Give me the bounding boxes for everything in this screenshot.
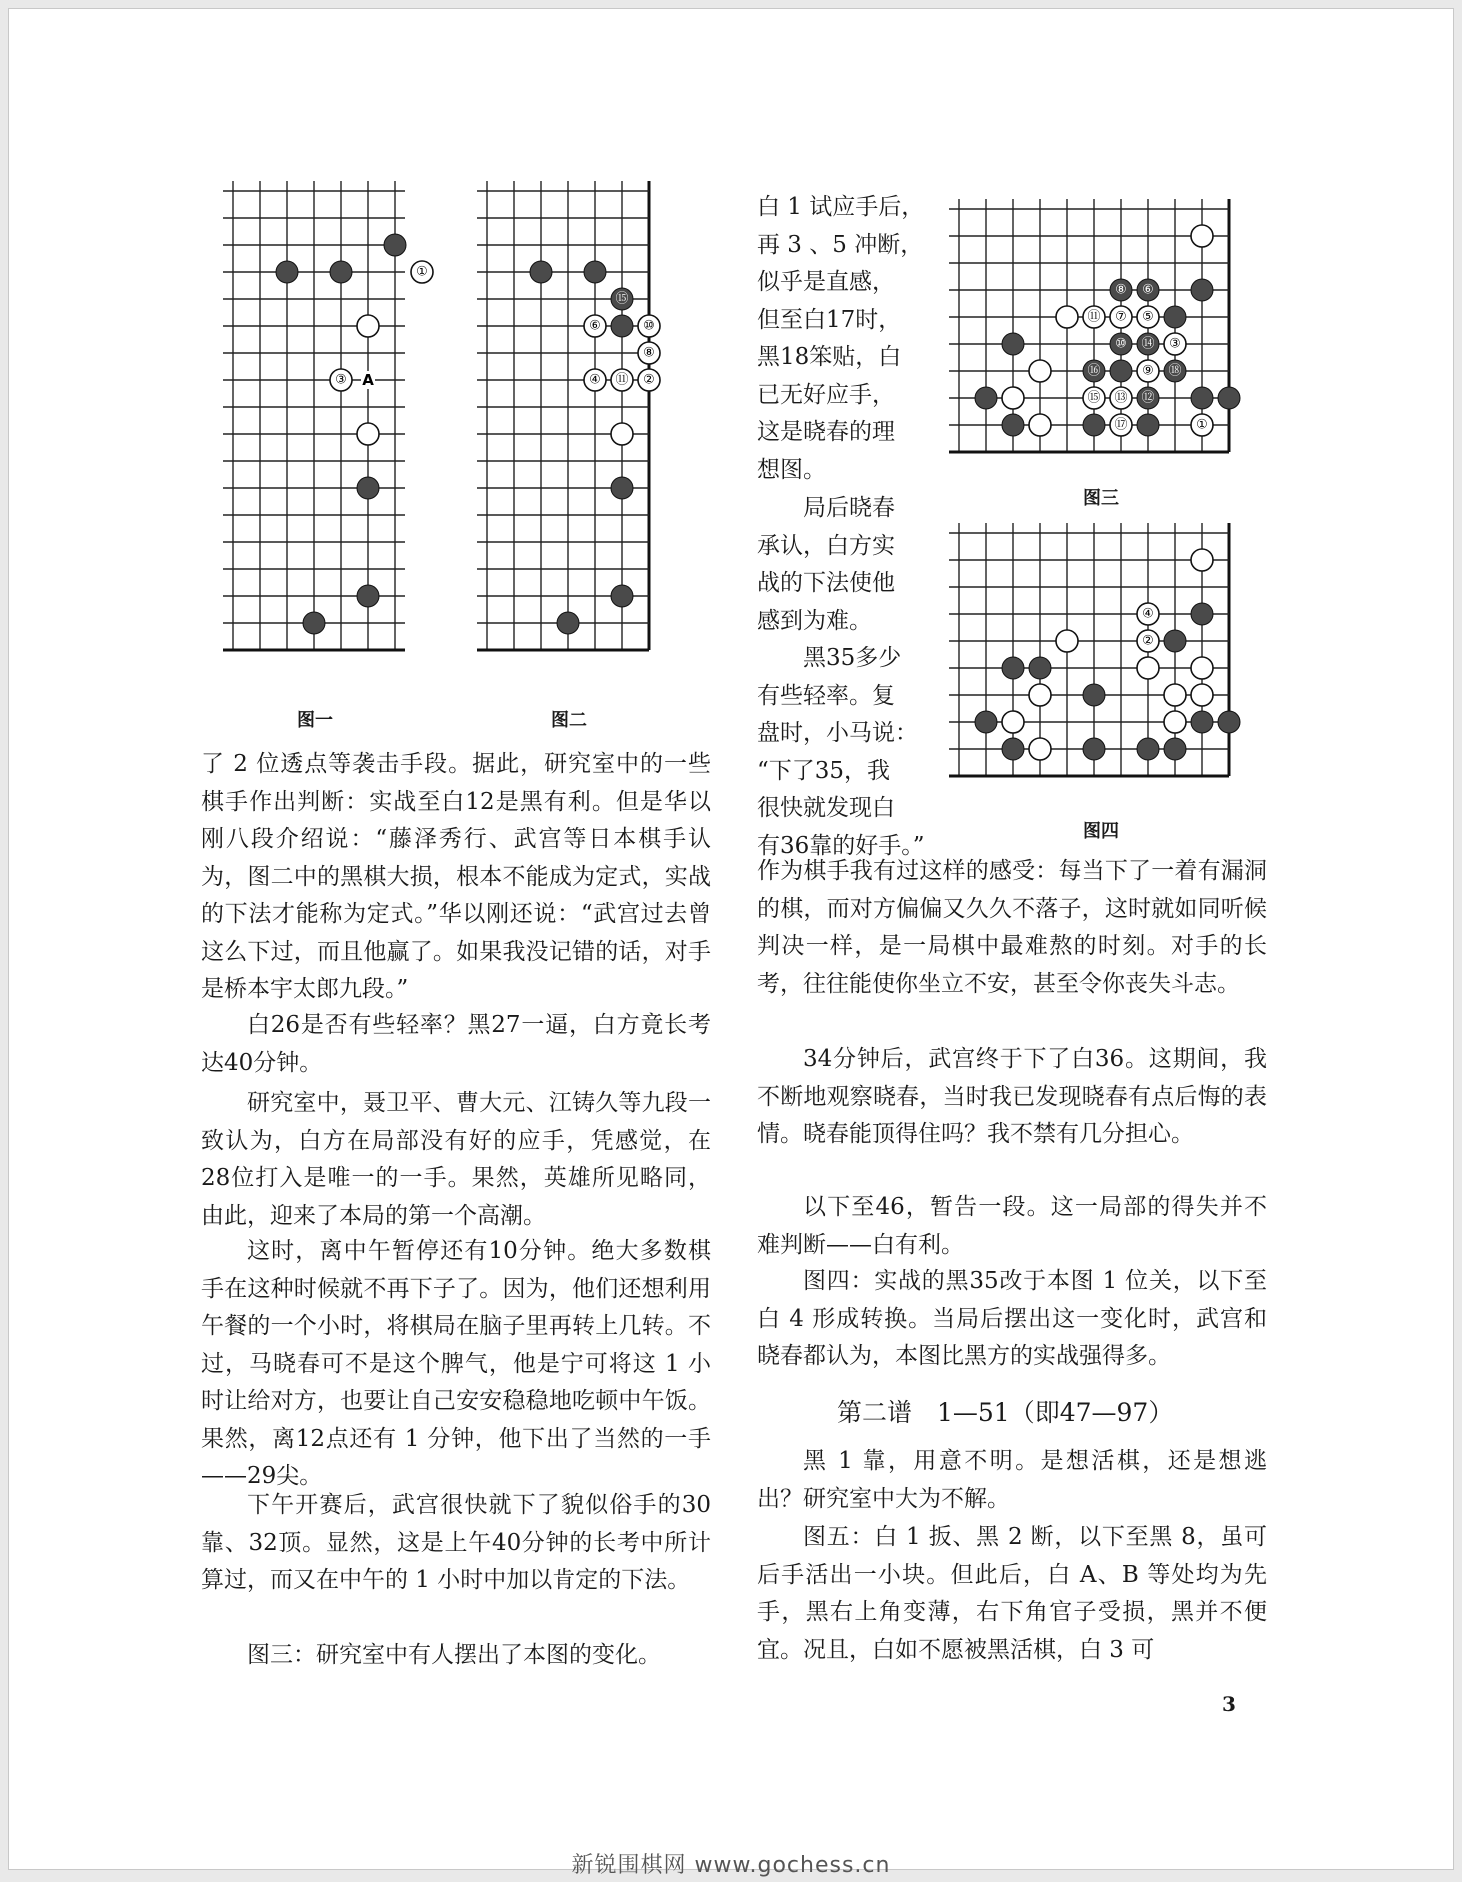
black-stone (276, 261, 298, 283)
white-stone (1056, 630, 1078, 652)
right-paragraph-4: 图四：实战的黑35改于本图 1 位关，以下至白 4 形成转换。当局后摆出这一变化时，武宫和晓春都认为，本图比黑方的实战强得多。 (757, 1268, 1267, 1369)
stone-number: ⑪ (615, 372, 629, 388)
narrow-text-block-1 (757, 189, 937, 489)
left-paragraph-3: 研究室中，聂卫平、曹大元、江铸久等九段一致认为，白方在局部没有好的应手，凭感觉，在28位打入是唯一的一手。果然，英雄所见略同，由此，迎来了本局的第一个高潮。 (201, 1090, 711, 1229)
right-paragraph-3: 以下至46，暂告一段。这一局部的得失并不难判断——白有利。 (757, 1194, 1267, 1258)
text-line: 很快就发现白 (757, 795, 895, 821)
white-stone (1191, 414, 1213, 436)
black-stone (557, 612, 579, 634)
text-line: 似乎是直感， (757, 269, 895, 295)
stone-number: ① (416, 264, 428, 280)
left-paragraph-5: 下午开赛后，武宫很快就下了貌似俗手的30靠、32顶。显然，这是上午40分钟的长考中所计算过，而又在中午的 1 小时中加以肯定的下法。 (201, 1492, 711, 1593)
white-stone (1137, 630, 1159, 652)
left-paragraph-6: 图三：研究室中有人摆出了本图的变化。 (247, 1642, 661, 1668)
stone-number: ② (1142, 633, 1154, 649)
text-line: 感到为难。 (757, 607, 872, 634)
stone-number: ⑥ (589, 318, 601, 334)
black-stone (1191, 279, 1213, 301)
stone-number: ⑩ (1115, 336, 1127, 352)
text-line: 有些轻率。复 (757, 682, 895, 709)
text-line: 战的下法使他 (757, 570, 895, 596)
black-stone (1002, 414, 1024, 436)
stone-number: ⑦ (1115, 309, 1127, 325)
footer-watermark: 新锐围棋网 www.gochess.cn (571, 1853, 891, 1878)
white-stone (1137, 306, 1159, 328)
stone-number: ⑧ (643, 345, 655, 361)
text-line: 但至白17时， (757, 306, 902, 333)
white-stone (1083, 306, 1105, 328)
white-stone (1002, 711, 1024, 733)
text-line: 盘时，小马说： (757, 720, 918, 746)
white-stone (611, 423, 633, 445)
white-stone (1164, 333, 1186, 355)
stone-number: ⑯ (1087, 363, 1101, 379)
text-line: 承认，白方实 (757, 532, 895, 559)
black-stone (1191, 387, 1213, 409)
text-line: 黑18笨贴，白 (757, 344, 902, 370)
white-stone (1110, 387, 1132, 409)
text-line: 局后晓春 (803, 495, 895, 521)
stone-number: ⑨ (1142, 363, 1154, 379)
black-stone (611, 477, 633, 499)
black-stone (1137, 414, 1159, 436)
black-stone (975, 387, 997, 409)
black-stone (1164, 630, 1186, 652)
black-stone (1218, 387, 1240, 409)
black-stone (530, 261, 552, 283)
white-stone (1056, 306, 1078, 328)
black-stone (1002, 738, 1024, 760)
white-stone (638, 315, 660, 337)
white-stone (1137, 360, 1159, 382)
go-diagram-fig2 (475, 181, 665, 691)
white-stone (638, 342, 660, 364)
stone-number: ⑤ (1142, 309, 1154, 325)
black-stone (1137, 333, 1159, 355)
black-stone (1191, 603, 1213, 625)
black-stone (975, 711, 997, 733)
right-paragraph-2: 34分钟后，武宫终于下了白36。这期间，我不断地观察晓春，当时我已发现晓春有点后悔的表情。晓春能顶得住吗？我不禁有几分担心。 (757, 1046, 1267, 1147)
white-stone (1083, 387, 1105, 409)
white-stone (330, 369, 352, 391)
black-stone (584, 261, 606, 283)
stone-number: ① (1196, 417, 1208, 433)
stone-number: ④ (589, 372, 601, 388)
point-label: A (362, 371, 374, 389)
white-stone (1002, 387, 1024, 409)
black-stone (357, 477, 379, 499)
document-page (8, 8, 1454, 1870)
stone-number: ③ (335, 372, 347, 388)
white-stone (584, 369, 606, 391)
text-line: “下了35，我 (757, 757, 891, 784)
text-line: 这是晓春的理 (757, 419, 895, 445)
white-stone (1029, 414, 1051, 436)
white-stone (1191, 684, 1213, 706)
black-stone (611, 315, 633, 337)
stone-number: ⑩ (643, 318, 655, 334)
stone-number: ⑫ (1141, 390, 1155, 406)
black-stone (330, 261, 352, 283)
stone-number: ⑮ (1087, 390, 1101, 406)
black-stone (384, 234, 406, 256)
white-stone (1137, 657, 1159, 679)
black-stone (1164, 306, 1186, 328)
white-stone (584, 315, 606, 337)
white-stone (1191, 225, 1213, 247)
caption-fig4: 图四 (1083, 821, 1119, 842)
caption-fig1: 图一 (297, 710, 333, 731)
right-paragraph-5: 黑 1 靠，用意不明。是想活棋，还是想逃出？研究室中大为不解。 (757, 1448, 1267, 1512)
black-stone (1164, 738, 1186, 760)
black-stone (1110, 360, 1132, 382)
stone-number: ⑮ (615, 291, 629, 307)
caption-fig2: 图二 (551, 710, 587, 731)
white-stone (1029, 684, 1051, 706)
go-diagram-fig1 (221, 181, 428, 691)
black-stone (1083, 414, 1105, 436)
white-stone (357, 315, 379, 337)
white-stone (1191, 549, 1213, 571)
text-line: 白 1 试应手后， (757, 194, 925, 220)
white-stone (611, 369, 633, 391)
white-stone (1164, 711, 1186, 733)
black-stone (611, 288, 633, 310)
black-stone (1002, 657, 1024, 679)
narrow-text-block-2 (757, 490, 937, 640)
stone-number: ② (643, 372, 655, 388)
text-line: 再 3 、5 冲断， (757, 231, 924, 258)
black-stone (1083, 684, 1105, 706)
white-stone (638, 369, 660, 391)
black-stone (1029, 657, 1051, 679)
text-line: 黑35多少 (803, 645, 902, 671)
left-paragraph-1: 了 2 位透点等袭击手段。据此，研究室中的一些棋手作出判断：实战至白12是黑有利。但是华以刚八段介绍说：“藤泽秀行、武宫等日本棋手认为，图二中的黑棋大损，根本不能成为定式，实战的下法才能称为定式。”华以刚还说：“武宫过去曾这么下过，而且他赢了。如果我没记错的话，对手是桥本宇太郎九段。” (201, 751, 711, 1002)
black-stone (1083, 738, 1105, 760)
white-stone (1029, 738, 1051, 760)
right-paragraph-1: 作为棋手我有过这样的感受：每当下了一着有漏洞的棋，而对方偏偏又久久不落子，这时就如同听候判决一样，是一局棋中最难熬的时刻。对手的长考，往往能使你坐立不安，甚至令你丧失斗志。 (757, 858, 1267, 997)
stone-number: ⑭ (1141, 336, 1155, 352)
white-stone (357, 423, 379, 445)
go-diagram-fig3 (947, 197, 1267, 487)
white-stone (1110, 414, 1132, 436)
right-paragraph-6: 图五：白 1 扳、黑 2 断，以下至黑 8，虽可后手活出一小块。但此后，白 A、B 等处均为先手，黑右上角变薄，右下角官子受损，黑并不便宜。况且，白如不愿被黑活棋，白 3 可 (757, 1524, 1267, 1663)
stone-number: ④ (1142, 606, 1154, 622)
black-stone (1137, 387, 1159, 409)
white-stone (411, 261, 433, 283)
stone-number: ⑰ (1114, 417, 1128, 433)
stone-number: ⑬ (1114, 390, 1128, 406)
black-stone (1137, 279, 1159, 301)
white-stone (1164, 684, 1186, 706)
white-stone (1110, 306, 1132, 328)
black-stone (1083, 360, 1105, 382)
text-line: 已无好应手， (757, 381, 895, 408)
stone-number: ③ (1169, 336, 1181, 352)
black-stone (1110, 279, 1132, 301)
black-stone (357, 585, 379, 607)
black-stone (1164, 360, 1186, 382)
white-stone (1191, 657, 1213, 679)
page-number: 3 (1222, 1692, 1236, 1716)
text-line: 想图。 (757, 456, 826, 483)
black-stone (1137, 738, 1159, 760)
white-stone (1029, 360, 1051, 382)
black-stone (1218, 711, 1240, 733)
left-paragraph-2: 白26是否有些轻率？黑27一逼，白方竟长考达40分钟。 (201, 1012, 711, 1076)
go-diagram-fig4 (947, 521, 1267, 811)
stone-number: ⑱ (1168, 363, 1182, 379)
stone-number: ⑧ (1115, 282, 1127, 298)
stone-number: ⑪ (1087, 309, 1101, 325)
section-heading: 第二谱 1—51（即47—97） (837, 1398, 1174, 1427)
black-stone (1110, 333, 1132, 355)
white-stone (1137, 603, 1159, 625)
narrow-text-block-3 (757, 640, 942, 865)
black-stone (1002, 333, 1024, 355)
caption-fig3: 图三 (1083, 488, 1119, 509)
left-paragraph-4: 这时，离中午暂停还有10分钟。绝大多数棋手在这种时候就不再下子了。因为，他们还想利用午餐的一个小时，将棋局在脑子里再转上几转。不过，马晓春可不是这个脾气，他是宁可将这 1 小时让给对方，也要让自己安安稳稳地吃顿中午饭。果然，离12点还有 1 分钟，他下出了当然的一手——29尖。 (201, 1238, 711, 1489)
black-stone (611, 585, 633, 607)
black-stone (303, 612, 325, 634)
text-line: 有36靠的好手。” (757, 832, 925, 859)
black-stone (1191, 711, 1213, 733)
stone-number: ⑥ (1142, 282, 1154, 298)
